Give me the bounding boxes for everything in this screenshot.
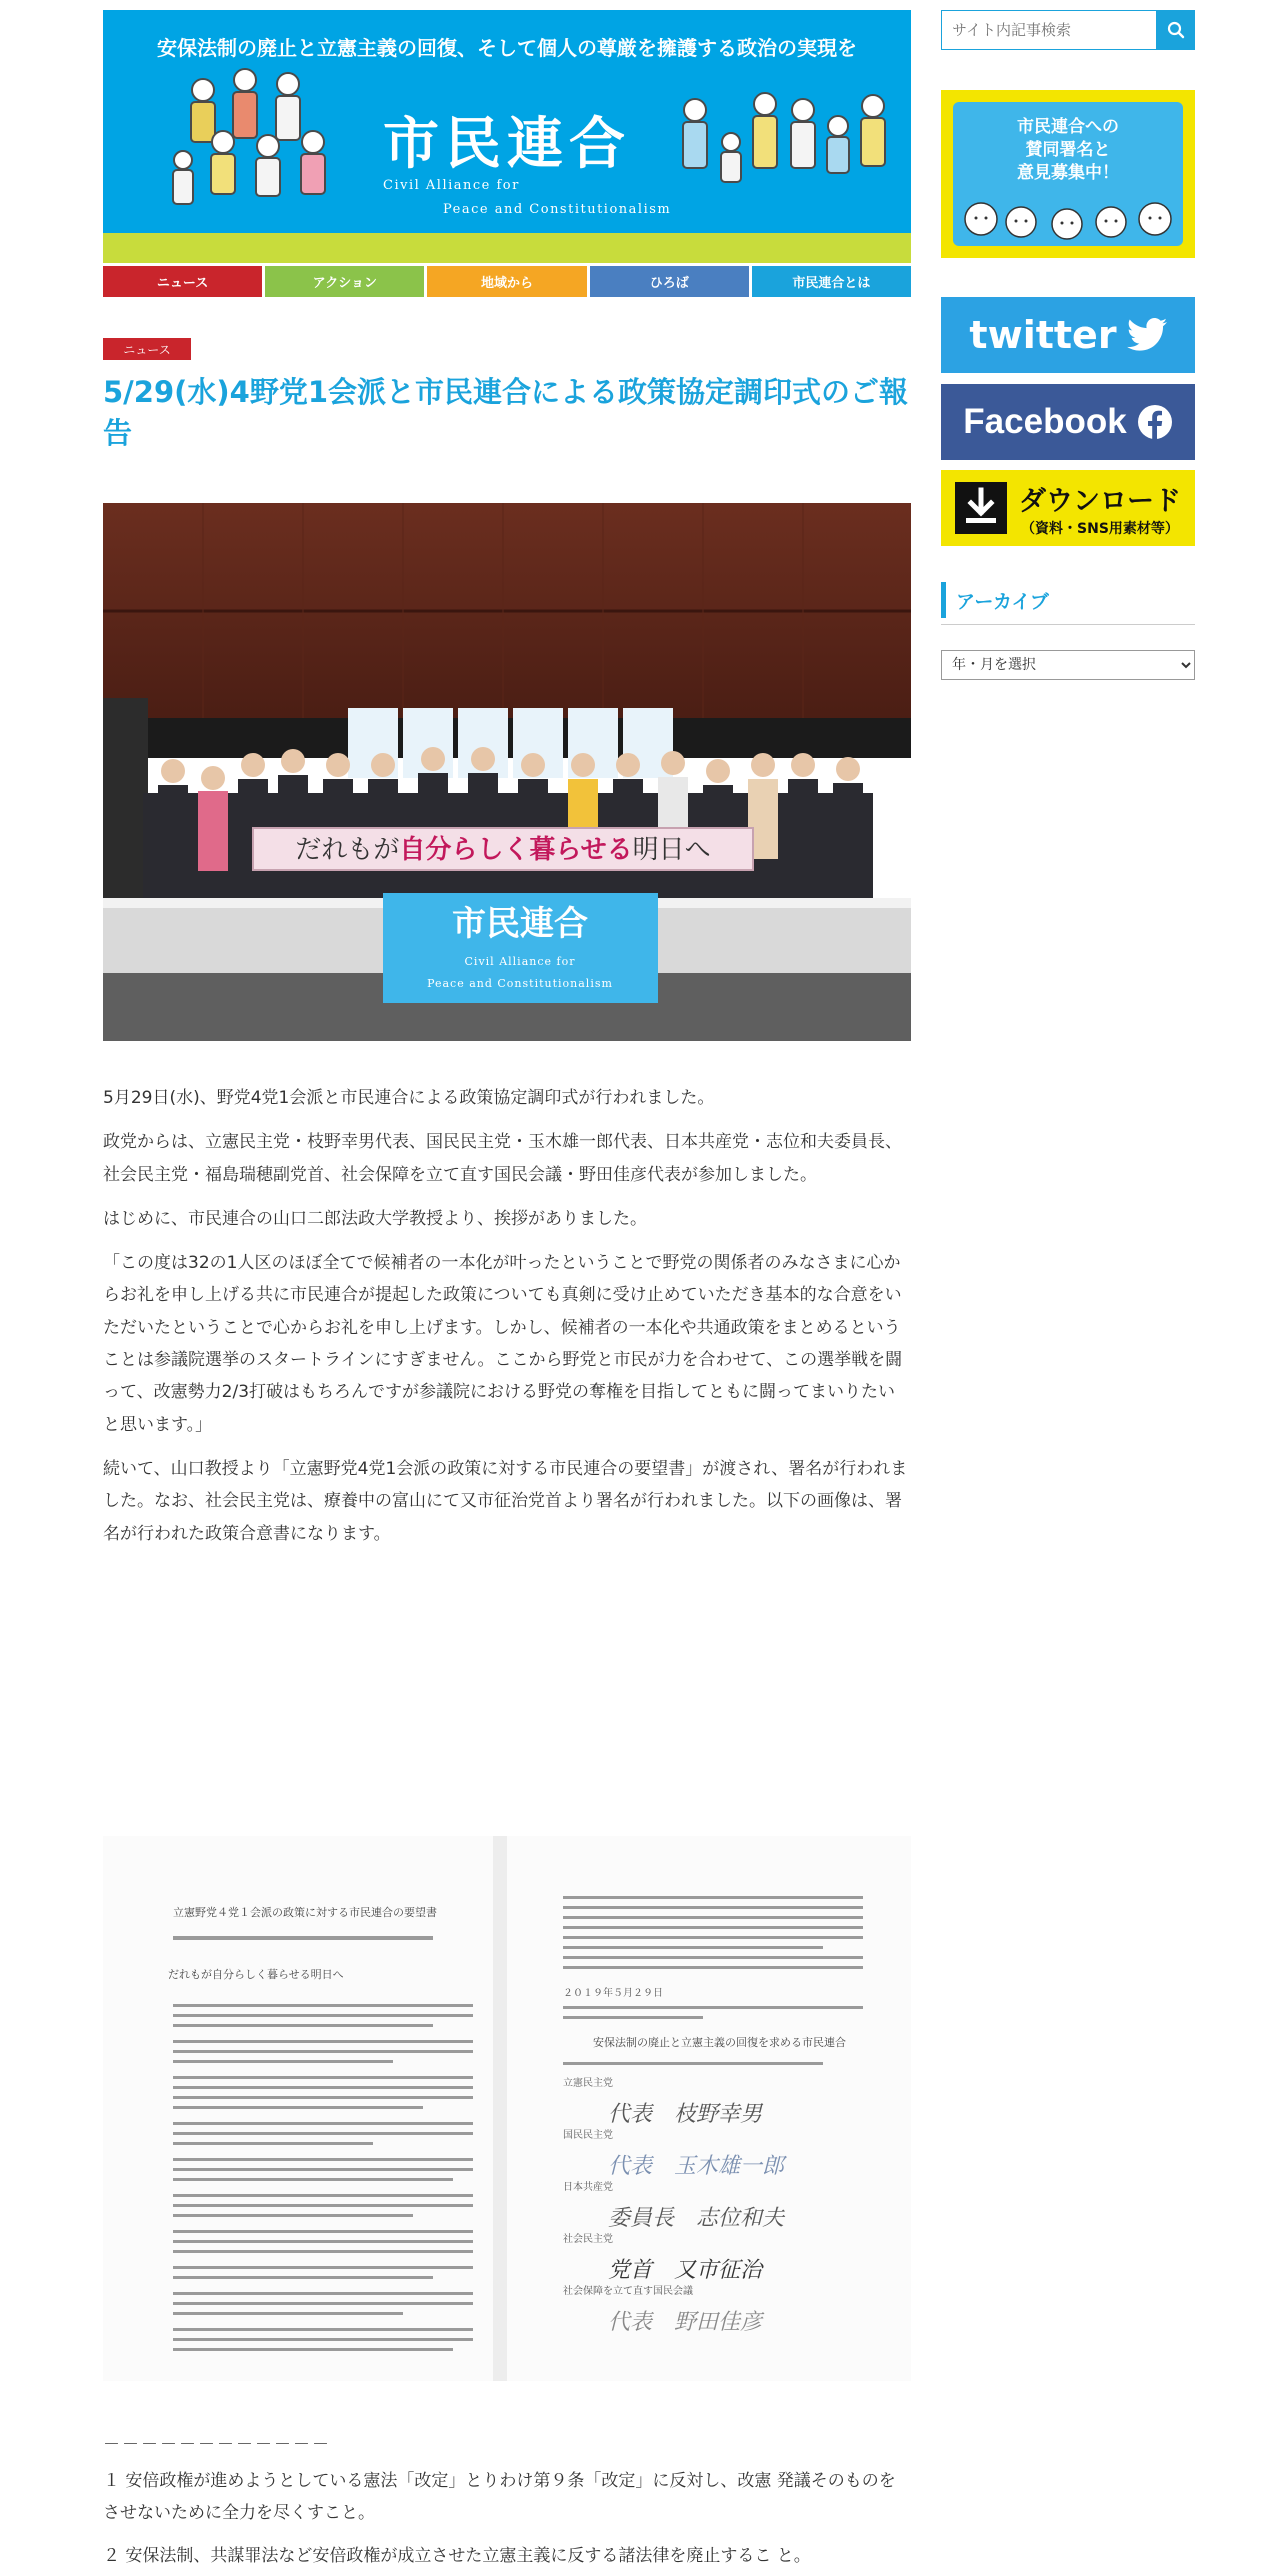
article-paragraph: 5月29日(水)、野党4党1会派と市民連合による政策協定調印式が行われました。 — [103, 1088, 715, 1108]
nav-item-action[interactable]: アクション — [265, 266, 424, 297]
document-signature: 代表 玉木雄一郎 — [608, 2154, 785, 2179]
document-scan — [103, 1836, 911, 2381]
people-illustration-right — [673, 50, 903, 235]
category-badge[interactable]: ニュース — [103, 338, 191, 360]
nav-item-region[interactable]: 地域から — [427, 266, 586, 297]
global-navigation — [103, 266, 911, 297]
search-button[interactable] — [1156, 10, 1195, 50]
twitter-link-button[interactable] — [941, 297, 1195, 373]
site-header-banner[interactable] — [103, 10, 911, 263]
archive-heading: アーカイブ — [941, 582, 1195, 618]
site-logo-title: 市民連合 — [383, 112, 631, 177]
facebook-link-button[interactable] — [941, 384, 1195, 460]
document-party-label: 社会民主党 — [563, 2234, 613, 2245]
search-icon — [1167, 21, 1185, 39]
archive-divider — [941, 624, 1195, 625]
hero-photo-illustration — [103, 503, 911, 1041]
signature-banner-line: 意見募集中！ — [1017, 162, 1119, 183]
nav-item-hiroba[interactable]: ひろば — [590, 266, 749, 297]
hero-banner-text-1: だれもが — [295, 835, 400, 865]
people-illustration-left — [163, 50, 353, 235]
hero-banner-text-3: 明日へ — [632, 835, 711, 865]
document-party-label: 立憲民主党 — [563, 2078, 613, 2089]
signature-banner-text — [953, 116, 1183, 185]
article-paragraph: はじめに、市民連合の山口二郎法政大学教授より、挨拶がありました。 — [103, 1208, 647, 1229]
download-materials-button[interactable] — [941, 470, 1195, 546]
signature-campaign-banner[interactable] — [941, 90, 1195, 258]
document-party-label: 日本共産党 — [563, 2182, 613, 2193]
download-icon — [955, 482, 1007, 534]
archive-month-select[interactable] — [941, 650, 1195, 680]
policy-list-item: ２ 安保法制、共謀罪法など安倍政権が成立させた立憲主義に反する諸法律を廃止するこ と。 — [103, 2545, 811, 2566]
document-left-subtitle: だれもが自分らしく暮らせる明日へ — [168, 1968, 344, 1981]
site-logo-subtitle-line1: Civil Alliance for — [383, 178, 520, 193]
document-signature: 代表 枝野幸男 — [608, 2102, 763, 2127]
twitter-bird-icon — [1127, 318, 1167, 352]
document-right-title: 安保法制の廃止と立憲主義の回復を求める市民連合 — [593, 2036, 846, 2049]
site-search — [941, 10, 1195, 50]
policy-agreement-document-image — [103, 1836, 911, 2381]
banner-green-strip — [103, 233, 911, 263]
site-slogan: 安保法制の廃止と立憲主義の回復、そして個人の尊厳を擁護する政治の実現を — [157, 36, 857, 60]
faces-illustration — [959, 194, 1177, 240]
article-paragraph: 「この度は32の1人区のほぼ全てで候補者の一本化が叶ったということで野党の関係者のみなさまに心からお礼を申し上げる共に市民連合が提起した政策についても真剣に受け止めていただき基本的な合意をいただいたということで心からお礼を申し上げます。しかし、候補者の一本化や共通政策をまとめるということは参議院選挙のスタートラインにすぎません。ここから野党と市民が力を合わせて、この選挙戦を闘って、改憲勢力2/3打破はもちろんですが参議院における野党の奪権を目指してともに闘ってまいりたいと思います。」 — [103, 1253, 903, 1435]
signature-banner-line: 市民連合への — [1017, 117, 1119, 137]
hero-table-banner-text: 市民連合 — [452, 904, 588, 944]
policy-list-item: １ 安倍政権が進めようとしている憲法「改定」とりわけ第９条「改定」に反対し、改憲 発議そのものをさせないために全力を尽くすこと。 — [103, 2471, 896, 2524]
facebook-label: Facebook — [963, 402, 1127, 441]
site-logo-subtitle-line2: Peace and Constitutionalism — [443, 202, 672, 217]
article-title: 5/29(水)4野党1会派と市民連合による政策協定調印式のご報告 — [103, 375, 908, 451]
document-signature: 党首 又市征治 — [608, 2258, 763, 2283]
hero-photo — [103, 503, 911, 1041]
download-sublabel: （資料・SNS用素材等） — [1021, 520, 1179, 537]
hero-table-banner-en1: Civil Alliance for — [464, 955, 576, 968]
document-signature: 委員長 志位和夫 — [608, 2206, 785, 2231]
document-party-label: 社会保障を立て直す国民会議 — [563, 2286, 693, 2297]
document-signature: 代表 野田佳彦 — [608, 2310, 763, 2335]
document-left-title: 立憲野党４党１会派の政策に対する市民連合の要望書 — [173, 1906, 437, 1919]
document-party-label: 国民民主党 — [563, 2130, 613, 2141]
article-paragraph: 政党からは、立憲民主党・枝野幸男代表、国民民主党・玉木雄一郎代表、日本共産党・志位和夫委員長、社会民主党・福島瑞穂副党首、社会保障を立て直す国民会議・野田佳彦代表が参加しました。 — [103, 1132, 902, 1185]
nav-item-about[interactable]: 市民連合とは — [752, 266, 911, 297]
search-input[interactable] — [941, 10, 1156, 50]
nav-item-news[interactable]: ニュース — [103, 266, 262, 297]
policy-list — [103, 2465, 911, 2568]
svg-text:だれもが自分らしく暮らせる明日へ — [295, 834, 710, 865]
section-separator: －－－－－－－－－－－－ — [103, 2435, 331, 2455]
hero-table-banner-en2: Peace and Constitutionalism — [427, 977, 613, 990]
twitter-label: twitter — [969, 313, 1117, 357]
facebook-icon — [1137, 404, 1173, 440]
document-date: ２０１９年５月２９日 — [563, 1988, 663, 1999]
article-body — [103, 1082, 911, 1562]
signature-banner-panel — [953, 102, 1183, 246]
signature-banner-line: 賛同署名と — [1025, 139, 1111, 160]
download-label: ダウンロード — [1019, 485, 1181, 517]
article-paragraph: 続いて、山口教授より「立憲野党4党1会派の政策に対する市民連合の要望書」が渡され、署名が行われました。なお、社会民主党は、療養中の富山にて又市征治党首より署名が行われました。以下の画像は、署名が行われた政策合意書になります。 — [103, 1458, 908, 1544]
hero-banner-text-2: 自分らしく暮らせる — [399, 835, 633, 865]
